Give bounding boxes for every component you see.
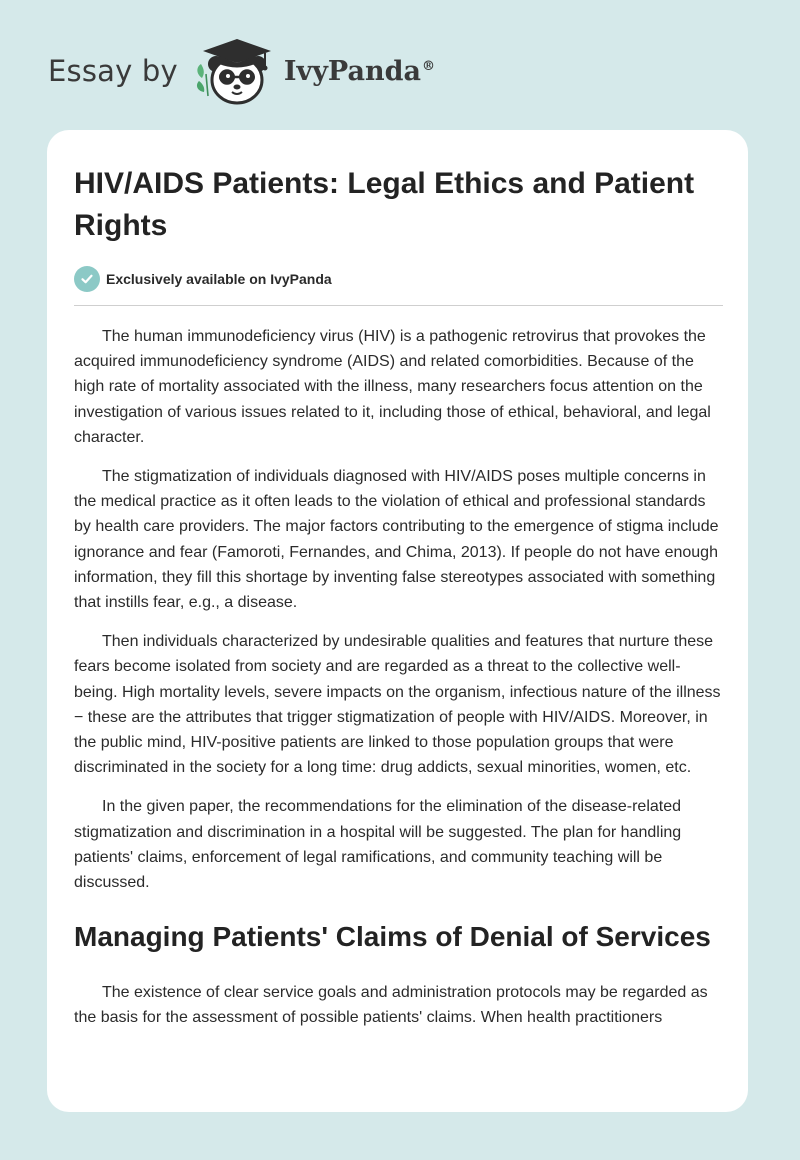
brand-name[interactable]: IvyPanda® [283,55,435,87]
article-card [47,130,748,1112]
article-content [74,163,723,1031]
paragraph: In the given paper, the recommendations for the elimination of the disease-related stigmatization and discrimination in a hospital will be suggested. The plan for handling patients' claims, enforcement of legal ramifications, and community teaching will be discussed. [74,798,682,892]
exclusive-badge [74,266,723,292]
paragraph: The human immunodeficiency virus (HIV) is a pathogenic retrovirus that provokes the acquired immunodeficiency syndrome (AIDS) and related comorbidities. Because of the high rate of mortality associated with the illness, many researchers focus attention on the investigation of various issues related to it, including those of ethical, behavioral, and legal character. [74,328,711,446]
site-header [48,34,435,110]
section-heading: Managing Patients' Claims of Denial of Services [74,921,711,953]
ivypanda-logo-icon[interactable] [192,34,282,110]
check-icon [74,266,100,292]
paragraph: The stigmatization of individuals diagnosed with HIV/AIDS poses multiple concerns in the medical practice as it often leads to the violation of ethical and professional standards by health care providers. The major factors contributing to the emergence of stigma include ignorance and fear (Famoroti, Fernandes, and Chima, 2013). If people do not have enough information, they fill this shortage by inventing false stereotypes associated with something that instills fear, e.g., a disease. [74,468,719,612]
paragraph: Then individuals characterized by undesirable qualities and features that nurture these fears become isolated from society and are regarded as a threat to the collective well-being. High mortality levels, severe impacts on the organism, infectious nature of the illness − these are the attributes that trigger stigmatization of people with HIV/AIDS. Moreover, in the public mind, HIV-positive patients are linked to those population groups that were discriminated in the society for a long time: drug addicts, sexual minorities, women, etc. [74,633,721,777]
paragraph: The existence of clear service goals and administration protocols may be regarded as the basis for the assessment of possible patients' claims. When health practitioners [74,984,708,1027]
essay-by-label: Essay by [48,54,178,88]
badge-text: Exclusively available on IvyPanda [106,271,332,287]
divider [74,305,723,306]
registered-mark: ® [421,58,435,74]
article-title: HIV/AIDS Patients: Legal Ethics and Patient Rights [74,167,695,242]
